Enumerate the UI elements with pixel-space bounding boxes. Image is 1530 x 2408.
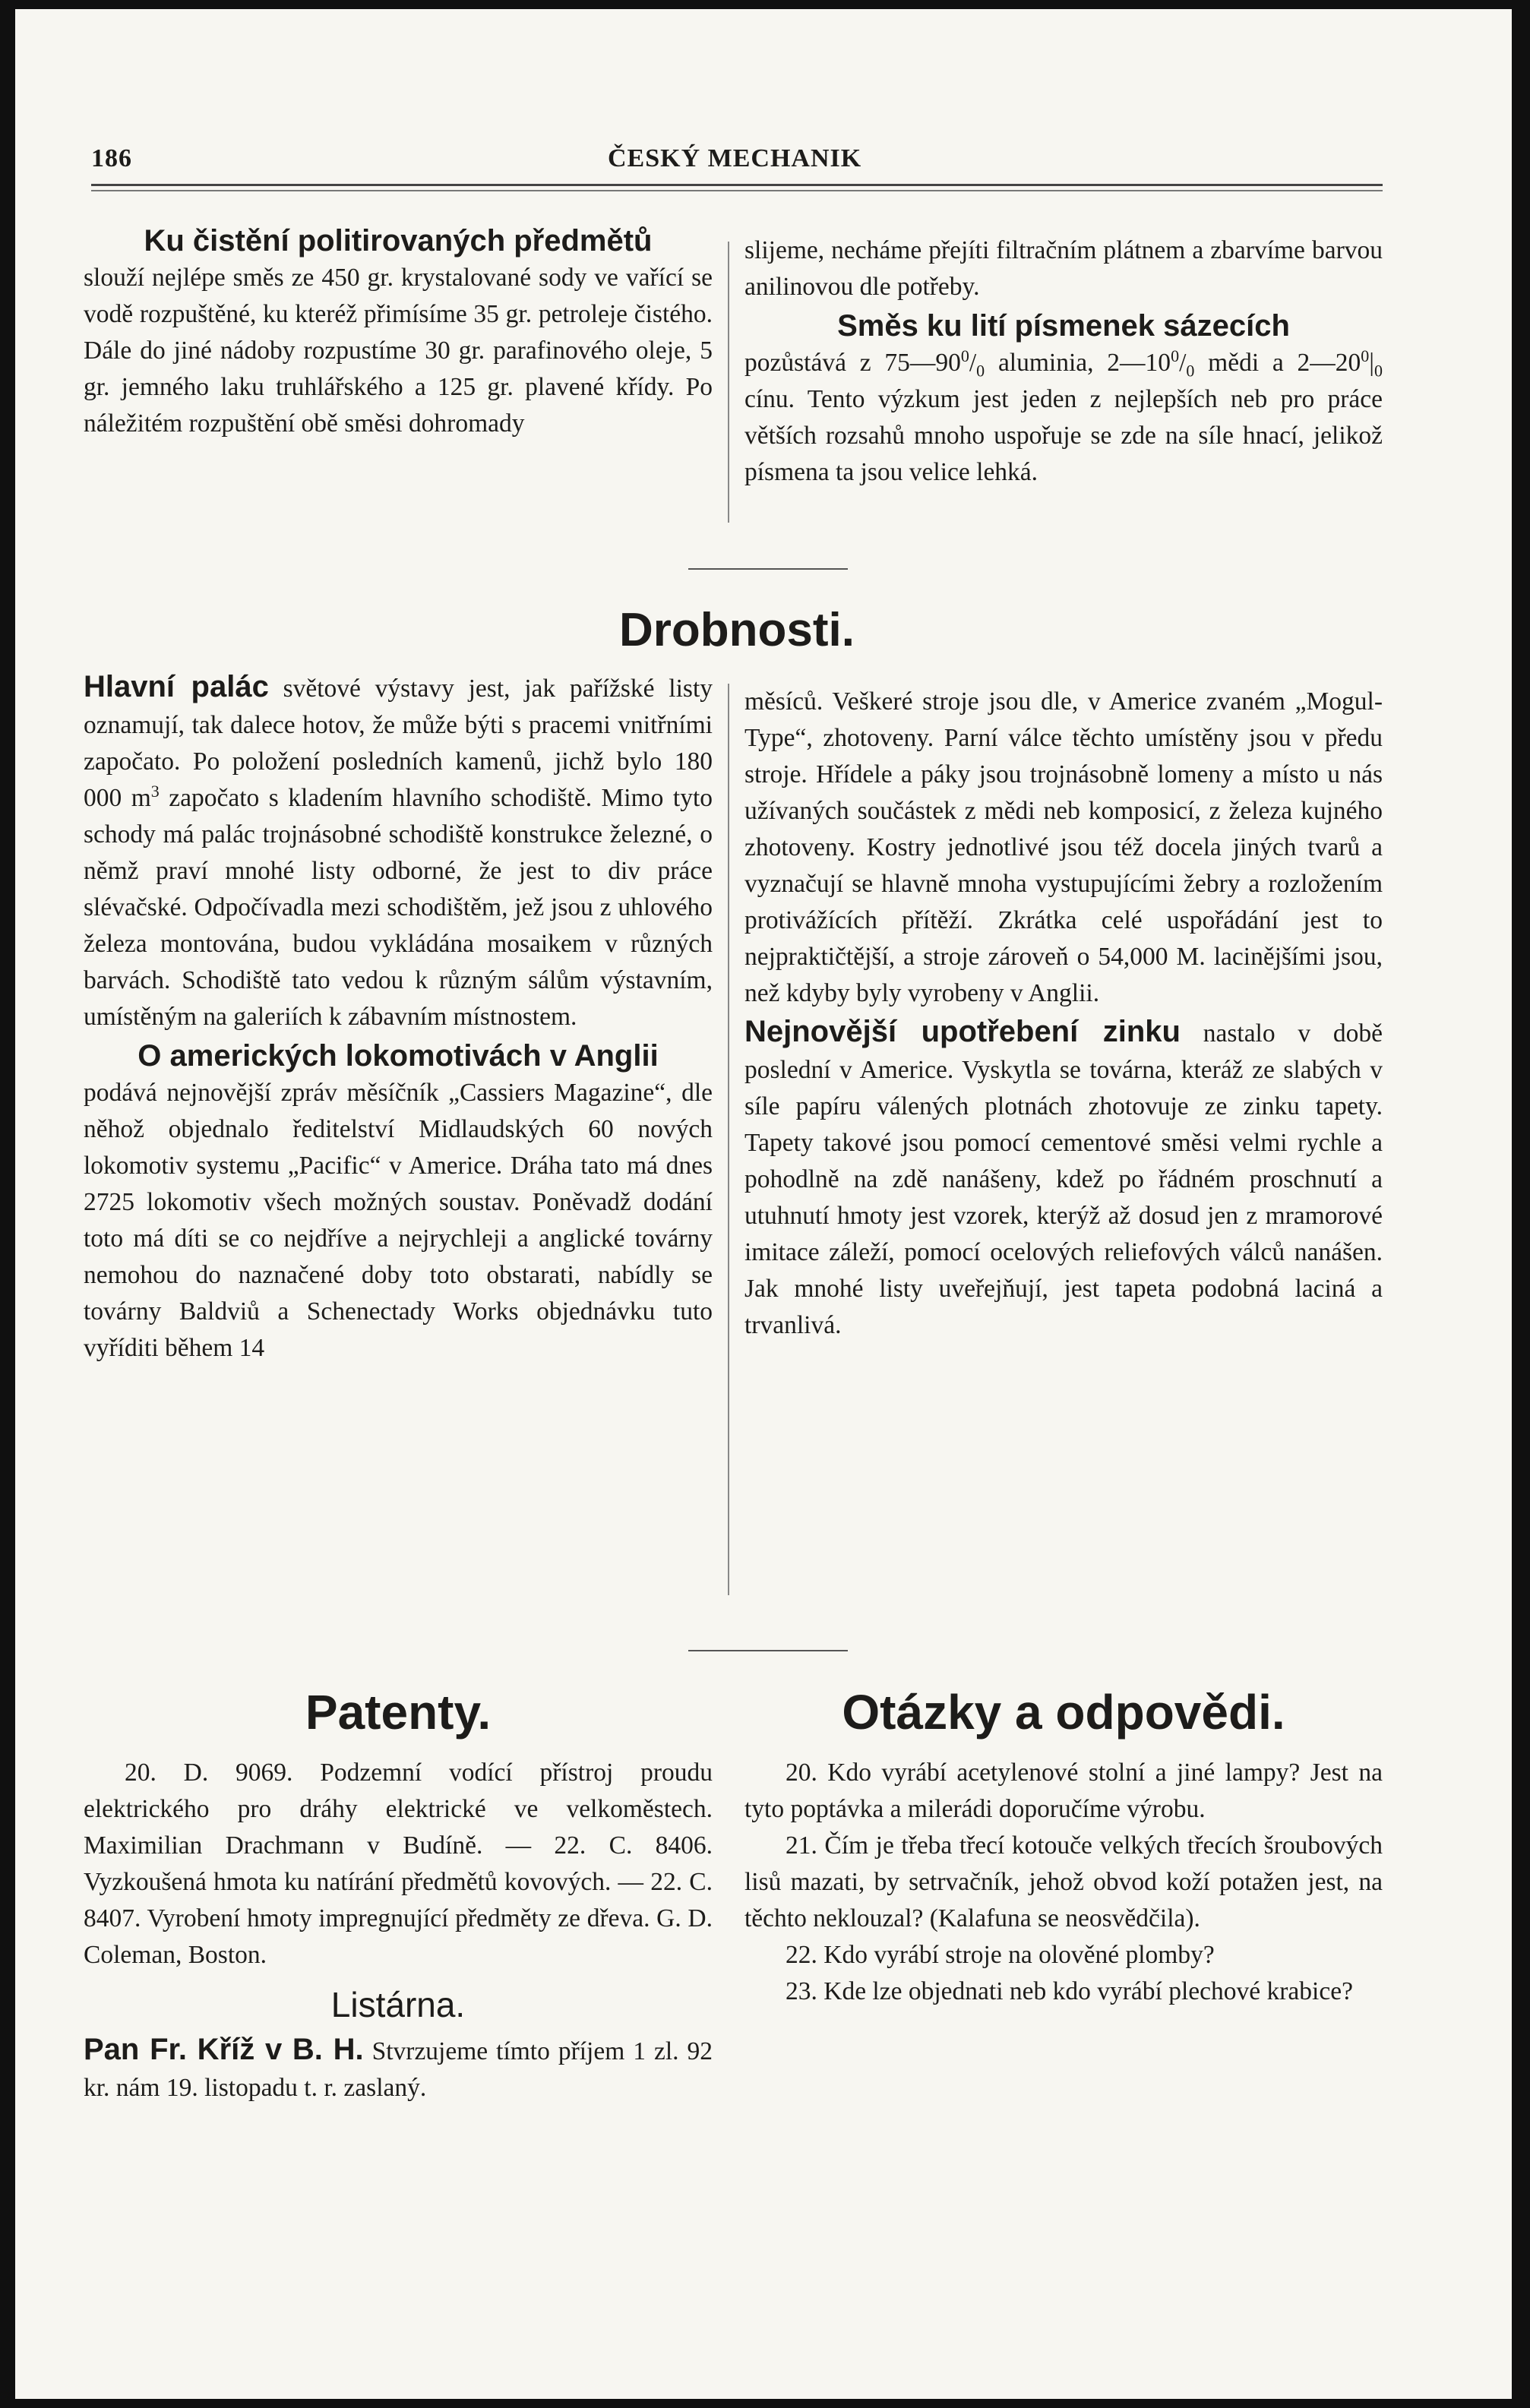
patents-column bbox=[84, 1676, 713, 2106]
question-22: 22. Kdo vyrábí stroje na olověné plomby? bbox=[786, 1941, 1215, 1969]
locomotives-text-continued: měsíců. Veškeré stroje jsou dle, v Americe zvaném „Mogul-Type“, zhotoveny. Parní válce těchto umístěny jsou v předu stroje. Hřídele a páky jsou trojnásobně lomeny a místo u nás užívaných součástek z mědi neb komposicí, z železa kujného zhotoveny. Kostry jednotlivé jsou též docela jiných tvarů a vyznačují se hlavně mnoha vystupujícími žebry a rozložením protivážících přítěží. Zkrátka celé uspořádání jest to nejpraktičtější, a stroje zároveň o 54,000 M. lacinějšími jsou, než kdyby byly vyrobeny v Anglii. bbox=[744, 687, 1383, 1007]
header-rule bbox=[91, 184, 1383, 191]
patents-text: 20. D. 9069. Podzemní vodící přístroj proudu elektrického pro dráhy elektrické ve velkoměstech. Maximilian Drachmann v Budíně. — 22. C. 8406. Vyzkoušená hmota ku natírání předmětů kovových. — 22. C. 8407. Vyrobení hmoty impregnující předměty ze dřeva. G. D. Coleman, Boston. bbox=[84, 1759, 713, 1969]
type-alloy-text: pozůstává z $75—90^0/_0$ aluminia, $2—10^0/_0$ mědi a $2—20^0|_0$ cínu. Tento výzkum jest jeden z nejlepších neb pro práce větších rozsahů mnoho uspořuje se zde na síle hnací, jelikož písmena ta jsou velice lehká. bbox=[744, 346, 1383, 486]
drobnosti-right-column bbox=[744, 684, 1383, 1344]
top-right-column bbox=[744, 232, 1383, 491]
drobnosti-left-column bbox=[84, 668, 713, 1367]
main-palace-heading: Hlavní palác bbox=[84, 670, 269, 703]
question-21: 21. Čím je třeba třecí kotouče velkých třecích šroubových lisů mazati, by setrvačník, jehož obvod koží potažen jest, na těchto neklouzal? (Kalafuna se neosvědčila). bbox=[744, 1831, 1383, 1932]
questions-title: Otázky a odpovědi. bbox=[842, 1685, 1285, 1740]
question-20: 20. Kdo vyrábí acetylenové stolní a jiné lampy? Jest na tyto poptávka a milerádi doporučíme výrobu. bbox=[744, 1759, 1383, 1823]
listarna-title: Listárna. bbox=[330, 1985, 466, 2024]
type-alloy-heading: Směs ku lití písmenek sázecích bbox=[837, 309, 1290, 343]
listarna-text: Pan Fr. Kříž v B. H. Stvrzujeme tímto příjem 1 zl. 92 kr. nám 19. listopadu t. r. zaslaný. bbox=[84, 2033, 713, 2102]
drobnosti-title: Drobnosti. bbox=[619, 604, 855, 656]
column-divider-top bbox=[728, 242, 729, 523]
running-header bbox=[91, 135, 1383, 188]
column-divider-middle bbox=[728, 684, 729, 1595]
page-number: 186 bbox=[91, 144, 132, 172]
section-divider-1 bbox=[688, 568, 848, 570]
locomotives-heading: O amerických lokomotivách v Anglii bbox=[138, 1039, 659, 1073]
journal-title: ČESKÝ MECHANIK bbox=[608, 144, 862, 172]
cleaning-text: slouží nejlépe směs ze 450 gr. krystalované sody ve vařící se vodě rozpuštěné, ku kteréž přimísíme 35 gr. petroleje čistého. Dále do jiné nádoby rozpustíme 30 gr. parafinového oleje, 5 gr. jemného laku truhlářského a 125 gr. plavené křídy. Po náležitém rozpuštění obě směsi dohromady bbox=[84, 264, 713, 438]
patents-title: Patenty. bbox=[305, 1685, 492, 1740]
locomotives-text: podává nejnovější zpráv měsíčník „Cassiers Magazine“, dle něhož objednalo ředitelství Midlaudských 60 nových lokomotiv systemu „Pacific“ v Americe. Dráha tato má dnes 2725 lokomotiv všech možných soustav. Poněvadž dodání toto má díti se co nejdříve a nejrychleji a anglické továrny nemohou do naznačené doby toto obstarati, nabídly se továrny Baldviů a Schenectady Works objednávku tuto vyříditi během 14 bbox=[84, 1079, 713, 1362]
questions-column bbox=[744, 1676, 1383, 2010]
top-left-column bbox=[84, 222, 713, 442]
section-divider-2 bbox=[688, 1650, 848, 1651]
cleaning-heading: Ku čistění politirovaných předmětů bbox=[144, 224, 653, 258]
zinc-heading: Nejnovější upotřebení zinku bbox=[744, 1015, 1181, 1048]
zinc-article: Nejnovější upotřebení zinku nastalo v době poslední v Americe. Vyskytla se továrna, kteráž ze slabých v síle papíru válených plotnách zhotovuje ze zinku tapety. Tapety takové jsou pomocí cementové směsi velmi rychle a pohodlně na zdě nanášeny, kdež po řádném proschnutí a utuhnutí hmoty jest vzorek, kterýž až dosud jen z mramorové imitace záleží, pomocí ocelových reliefových válců nanášen. Jak mnohé listy uveřejňují, jest tapeta podobná laciná a trvanlivá. bbox=[744, 1015, 1383, 1339]
cleaning-text-continued: slijeme, necháme přejíti filtračním plátnem a zbarvíme barvou anilinovou dle potřeby. bbox=[744, 236, 1383, 301]
question-23: 23. Kde lze objednati neb kdo vyrábí plechové krabice? bbox=[786, 1977, 1353, 2005]
listarna-addressee: Pan Fr. Kříž v B. H. bbox=[84, 2033, 364, 2066]
main-palace-article: Hlavní palác světové výstavy jest, jak pařížské listy oznamují, tak dalece hotov, že může býti s pracemi vnitřními započato. Po položení posledních kamenů, jichž bylo 180 000 $m^3$ započato s kladením hlavního schodiště. Mimo tyto schody má palác trojnásobné schodiště konstrukce železné, o němž praví mnohé listy odborné, že jest to div práce slévačské. Odpočívadla mezi schodištěm, jež jsou z uhlového železa montována, budou vykládána mosaikem v různých barvách. Schodiště tato vedou k různým sálům výstavním, umístěným na galeriích k zábavním místnostem. bbox=[84, 670, 713, 1031]
